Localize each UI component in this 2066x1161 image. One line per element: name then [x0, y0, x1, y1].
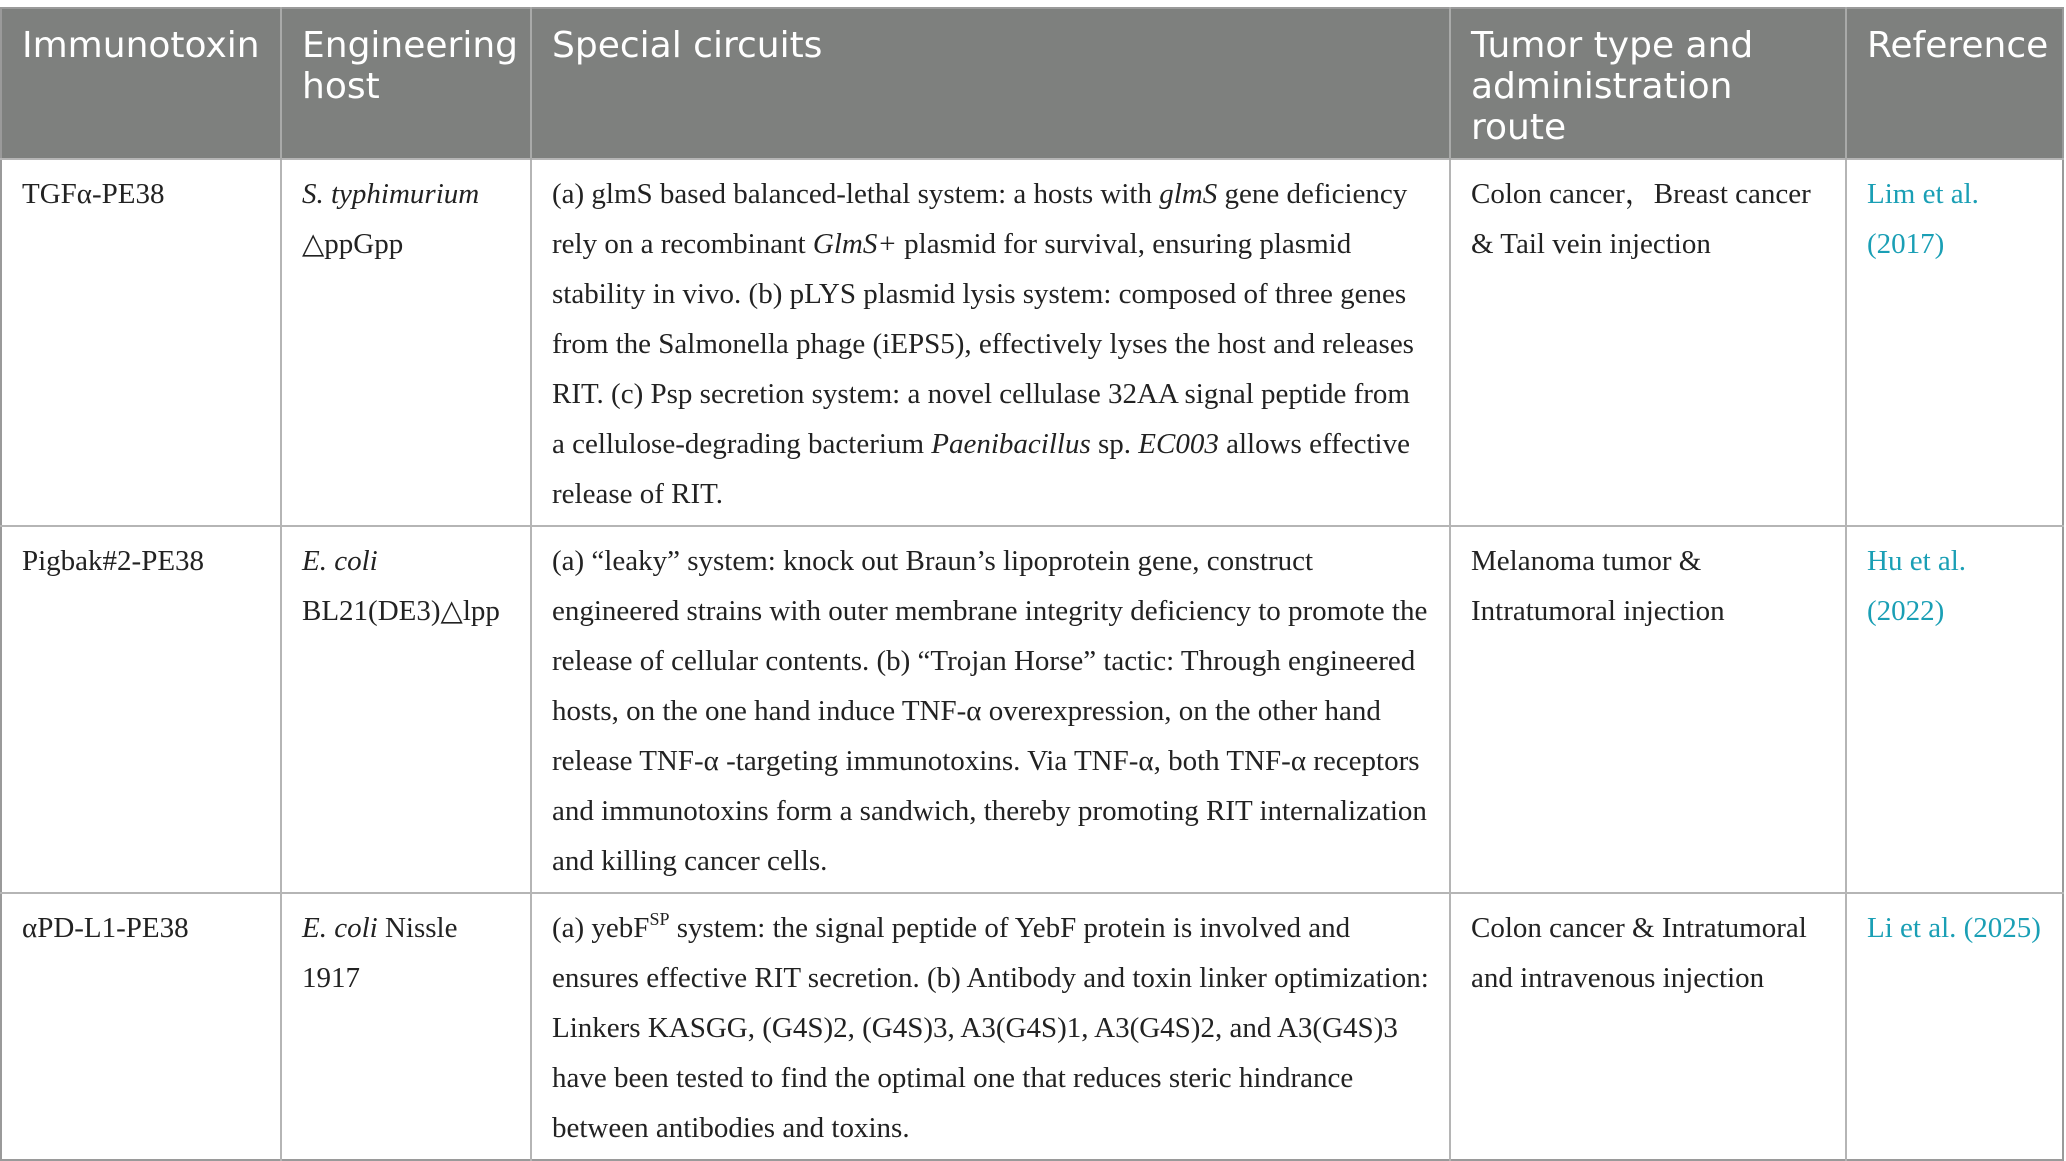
circuit-genus: Paenibacillus: [931, 428, 1091, 460]
cell-reference: [1846, 526, 2063, 893]
cell-tumor-route: Melanoma tumor & Intratumoral injection: [1450, 526, 1846, 893]
cell-engineering-host: [281, 893, 531, 1160]
table-row: [1, 526, 2063, 893]
header-immunotoxin: Immunotoxin: [1, 8, 281, 159]
cell-special-circuits: (a) “leaky” system: knock out Braun’s lipoprotein gene, construct engineered strains with outer membrane integrity deficiency to promote the release of cellular contents. (b) “Trojan Horse” tactic: Through engineered hosts, on the one hand induce TNF-α overexpression, on the other hand release TNF-α -targeting immunotoxins. Via TNF-α, both TNF-α receptors and immunotoxins form a sandwich, thereby promoting RIT internalization and killing cancer cells.: [531, 526, 1450, 893]
circuit-strain: EC003: [1138, 428, 1219, 460]
host-species: E. coli: [302, 912, 378, 944]
table-row: [1, 159, 2063, 526]
header-reference: Reference: [1846, 8, 2063, 159]
cell-special-circuits: [531, 159, 1450, 526]
header-tumor-type-route: Tumor type and administration route: [1450, 8, 1846, 159]
immunotoxin-table: [0, 7, 2064, 1161]
cell-immunotoxin: TGFα-PE38: [1, 159, 281, 526]
cell-engineering-host: [281, 159, 531, 526]
header-special-circuits: Special circuits: [531, 8, 1450, 159]
host-species: S. typhimurium: [302, 178, 480, 210]
circuit-text: system: the signal peptide of YebF protein is involved and ensures effective RIT secretion. (b) Antibody and toxin linker optimization: Linkers KASGG, (G4S)2, (G4S)3, A3(G4S)1, A3(G4S)2, and A3(G4S)3 have been tested to find the optimal one that reduces steric hindrance between antibodies and toxins.: [552, 912, 1429, 1144]
reference-link[interactable]: Hu et al. (2022): [1867, 545, 1967, 627]
cell-immunotoxin: αPD-L1-PE38: [1, 893, 281, 1160]
header-row: [1, 8, 2063, 159]
reference-link[interactable]: Li et al. (2025): [1867, 912, 2041, 944]
host-species: E. coli: [302, 545, 378, 577]
circuit-superscript: SP: [649, 909, 670, 929]
cell-tumor-route: Colon cancer，Breast cancer & Tail vein injection: [1450, 159, 1846, 526]
host-strain: BL21(DE3)△lpp: [302, 595, 500, 627]
cell-reference: [1846, 159, 2063, 526]
circuit-text: gene deficiency rely on a recombinant: [552, 178, 1408, 260]
host-strain: △ppGpp: [302, 228, 404, 260]
header-engineering-host: Engineering host: [281, 8, 531, 159]
cell-special-circuits: [531, 893, 1450, 1160]
cell-engineering-host: [281, 526, 531, 893]
cell-tumor-route: Colon cancer & Intratumoral and intravenous injection: [1450, 893, 1846, 1160]
circuit-text: (a) glmS based balanced-lethal system: a hosts with: [552, 178, 1160, 210]
circuit-gene: glmS: [1159, 178, 1218, 210]
circuit-gene: GlmS+: [812, 228, 897, 260]
cell-immunotoxin: Pigbak#2-PE38: [1, 526, 281, 893]
circuit-text: (a) yebF: [552, 912, 650, 944]
host-strain: Nissle 1917: [302, 912, 458, 994]
cell-reference: [1846, 893, 2063, 1160]
table-row: [1, 893, 2063, 1160]
circuit-text: plasmid for survival, ensuring plasmid stability in vivo. (b) pLYS plasmid lysis system: composed of three genes from the Salmonella phage (iEPS5), effectively lyses the host and releases RIT. (c) Psp secretion system: a novel cellulase 32AA signal peptide from a cellulose-degrading bacterium: [552, 228, 1414, 460]
circuit-text: sp.: [1090, 428, 1139, 460]
reference-link[interactable]: Lim et al. (2017): [1867, 178, 1979, 260]
circuit-text: allows effective release of RIT.: [552, 428, 1410, 510]
